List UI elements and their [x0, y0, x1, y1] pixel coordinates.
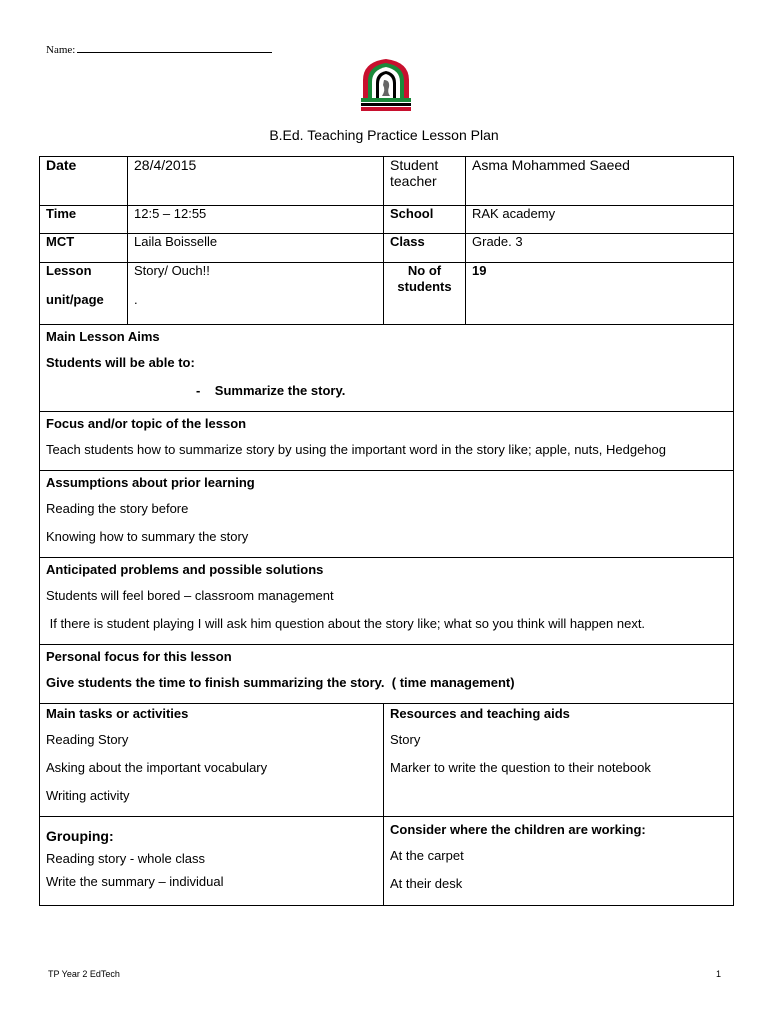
personal-focus-section	[40, 645, 734, 704]
problems-heading: Anticipated problems and possible solutions	[46, 562, 324, 577]
table-row	[40, 157, 734, 206]
name-label: Name:	[46, 44, 76, 56]
table-row	[40, 206, 734, 234]
document-title: B.Ed. Teaching Practice Lesson Plan	[269, 127, 499, 143]
table-row	[40, 558, 734, 645]
bullet-dash: -	[196, 383, 201, 398]
lesson-label-line-1: Lesson	[46, 263, 92, 278]
table-row	[40, 817, 734, 906]
focus-text: Teach students how to summarize story by using the important word in the story like; apple, nuts, Hedgehog	[46, 442, 666, 457]
tasks-line: Writing activity	[46, 788, 130, 803]
date-label: Date	[40, 157, 128, 206]
grouping-section	[40, 817, 384, 906]
date-value[interactable]: 28/4/2015	[128, 157, 384, 206]
name-field	[46, 43, 272, 56]
main-aims-bullet	[46, 377, 727, 405]
working-section	[384, 817, 734, 906]
school-label: School	[384, 206, 466, 234]
name-blank-line[interactable]	[77, 43, 272, 53]
lesson-label-line-2: unit/page	[46, 292, 104, 307]
table-row	[40, 325, 734, 412]
time-label: Time	[40, 206, 128, 234]
lesson-unit-label	[40, 263, 128, 325]
students-count-label: No of students	[384, 263, 466, 325]
tasks-heading: Main tasks or activities	[46, 706, 189, 721]
table-row	[40, 263, 734, 325]
focus-heading: Focus and/or topic of the lesson	[46, 416, 247, 431]
lesson-plan-table	[39, 156, 734, 906]
resources-line: Marker to write the question to their notebook	[390, 760, 651, 775]
tasks-section	[40, 704, 384, 817]
lesson-value-line-1: Story/ Ouch!!	[134, 263, 210, 278]
students-count-value[interactable]: 19	[466, 263, 734, 325]
lesson-value-line-2: .	[134, 292, 138, 307]
grouping-line: Reading story - whole class	[46, 851, 205, 866]
table-row	[40, 645, 734, 704]
assumptions-line: Reading the story before	[46, 501, 189, 516]
personal-focus-heading: Personal focus for this lesson	[46, 649, 232, 664]
problems-line: Students will feel bored – classroom management	[46, 588, 334, 603]
mct-value[interactable]: Laila Boisselle	[128, 234, 384, 263]
problems-line: If there is student playing I will ask him question about the story like; what so you think will happen next.	[46, 616, 646, 631]
table-row	[40, 234, 734, 263]
working-line: At the carpet	[390, 848, 464, 863]
personal-focus-text: Give students the time to finish summarizing the story. ( time management)	[46, 675, 515, 690]
resources-heading: Resources and teaching aids	[390, 706, 570, 721]
main-aims-heading: Main Lesson Aims	[46, 329, 160, 344]
working-heading: Consider where the children are working:	[390, 822, 646, 837]
problems-section	[40, 558, 734, 645]
assumptions-heading: Assumptions about prior learning	[46, 475, 255, 490]
mct-label: MCT	[40, 234, 128, 263]
tasks-line: Reading Story	[46, 732, 129, 747]
grouping-heading: Grouping:	[46, 828, 114, 844]
main-aims-subheading: Students will be able to:	[46, 355, 195, 370]
table-row	[40, 471, 734, 558]
table-row	[40, 704, 734, 817]
lesson-unit-value[interactable]	[128, 263, 384, 325]
assumptions-line: Knowing how to summary the story	[46, 529, 249, 544]
resources-section	[384, 704, 734, 817]
focus-section	[40, 412, 734, 471]
footer-label: TP Year 2 EdTech	[48, 969, 120, 979]
class-label: Class	[384, 234, 466, 263]
school-value[interactable]: RAK academy	[466, 206, 734, 234]
resources-line: Story	[390, 732, 421, 747]
bullet-text: Summarize the story.	[214, 383, 346, 398]
university-crest-logo	[360, 58, 412, 114]
assumptions-section	[40, 471, 734, 558]
table-row	[40, 412, 734, 471]
student-teacher-value[interactable]: Asma Mohammed Saeed	[466, 157, 734, 206]
time-value[interactable]: 12:5 – 12:55	[128, 206, 384, 234]
student-teacher-label: Student teacher	[384, 157, 466, 206]
grouping-line: Write the summary – individual	[46, 874, 224, 889]
class-value[interactable]: Grade. 3	[466, 234, 734, 263]
page-number: 1	[716, 969, 722, 979]
main-aims-section	[40, 325, 734, 412]
working-line: At their desk	[390, 876, 463, 891]
tasks-line: Asking about the important vocabulary	[46, 760, 268, 775]
